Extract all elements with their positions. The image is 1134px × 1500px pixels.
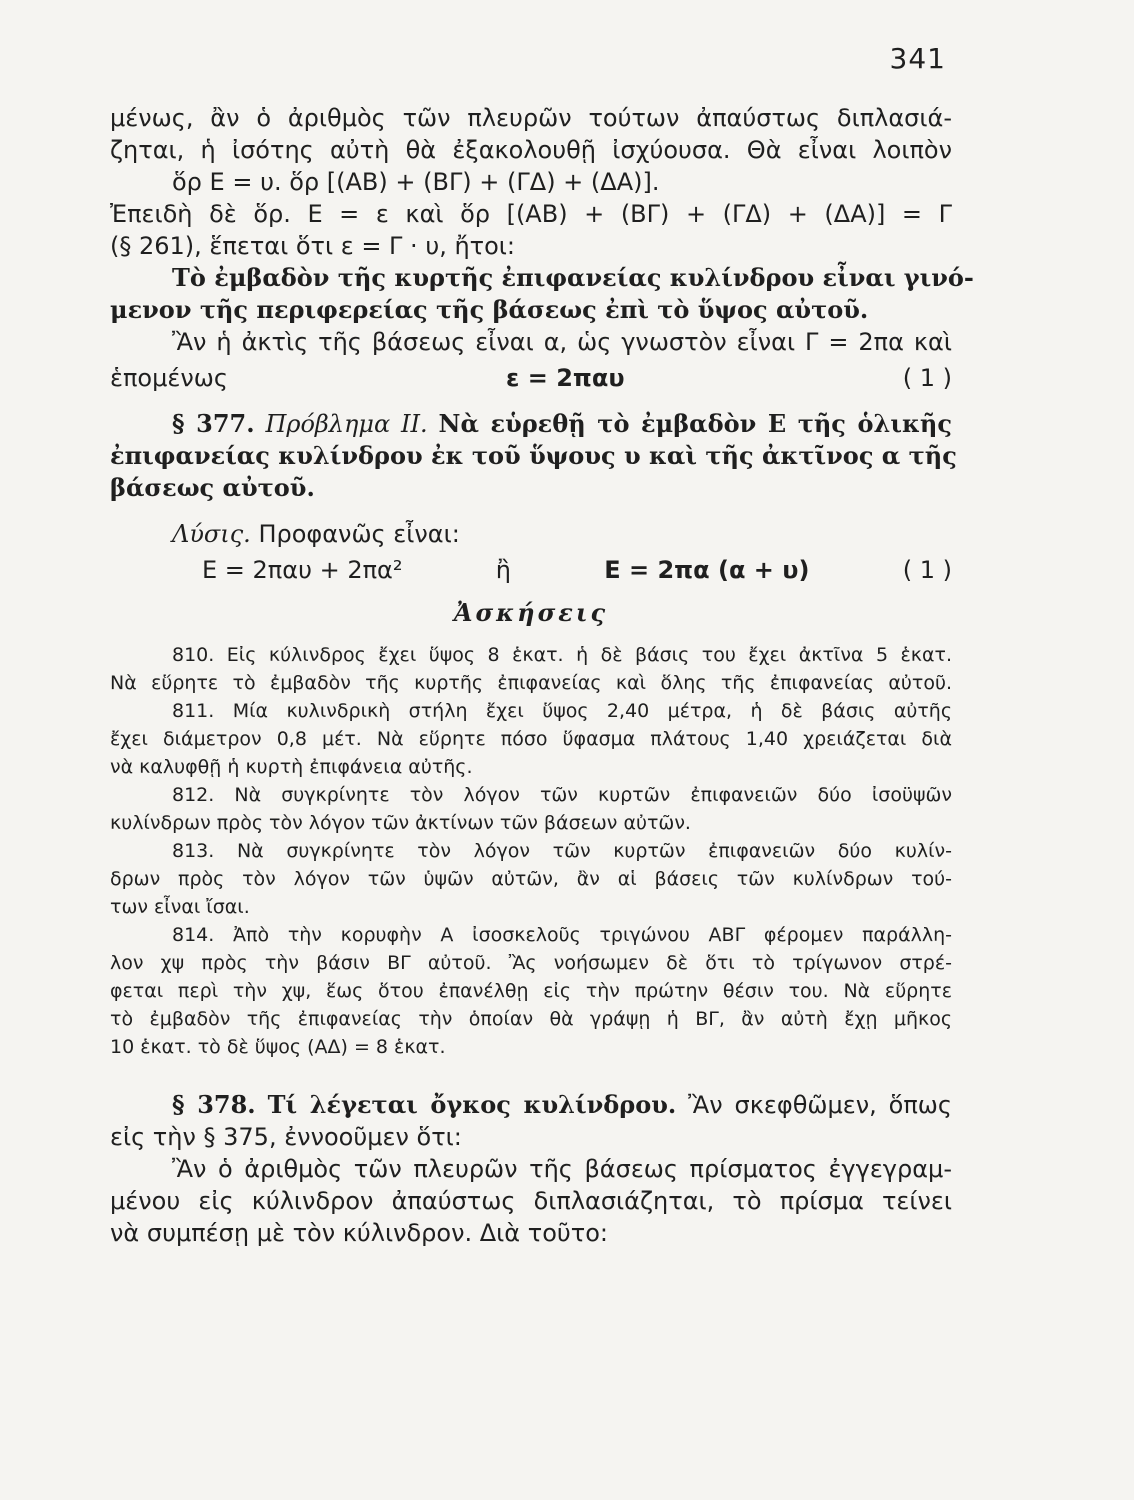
page-number: 341 bbox=[889, 42, 946, 75]
equation-1 bbox=[110, 362, 952, 394]
section-378-line-3: Ἂν ὁ ἀριθμὸς τῶν πλευρῶν τῆς βάσεως πρίσματος ἐγγεγραμ- bbox=[172, 1155, 952, 1183]
exercise-line: φεται περὶ τὴν χψ, ἕως ὅτου ἐπανέλθῃ εἰς τὴν πρώτην θέσιν του. Νὰ εὕρητε bbox=[110, 980, 952, 1002]
exercise-line: 10 ἑκατ. τὸ δὲ ὕψος (ΑΔ) = 8 ἑκατ. bbox=[110, 1036, 446, 1058]
exercises-block bbox=[110, 641, 952, 1061]
section-378-title: Τί λέγεται ὄγκος κυλίνδρου. bbox=[267, 1090, 677, 1119]
section-number: § 377. bbox=[172, 409, 255, 438]
theorem-line: Τὸ ἐμβαδὸν τῆς κυρτῆς ἐπιφανείας κυλίνδρου εἶναι γινό- bbox=[172, 263, 974, 292]
section-378-text: Ἂν σκεφθῶμεν, ὅπως bbox=[688, 1091, 952, 1119]
exercises-heading: Ἀσκήσεις bbox=[453, 598, 609, 627]
exercise-line: 812. Νὰ συγκρίνητε τὸν λόγον τῶν κυρτῶν ἐπιφανειῶν δύο ἰσοϋψῶν bbox=[172, 784, 952, 806]
exercise-line: 810. Εἰς κύλινδρος ἔχει ὕψος 8 ἑκατ. ἡ δὲ βάσις του ἔχει ἀκτῖνα 5 ἑκατ. bbox=[172, 644, 952, 666]
solution-text: Προφανῶς εἶναι: bbox=[258, 520, 460, 548]
exercise-line: τὸ ἐμβαδὸν τῆς ἐπιφανείας τὴν ὁποίαν θὰ γράψῃ ἡ ΒΓ, ἂν αὐτὴ ἔχῃ μῆκος bbox=[110, 1008, 952, 1030]
text-line: Ἐπειδὴ δὲ ὅρ. Ε = ε καὶ ὅρ [(ΑΒ) + (ΒΓ) + (ΓΔ) + (ΔΑ)] = Γ bbox=[110, 200, 952, 228]
equation-number: ( 1 ) bbox=[902, 364, 952, 392]
section-377-text: Νὰ εὑρεθῇ τὸ ἐμβαδὸν Ε τῆς ὁλικῆς bbox=[438, 409, 952, 438]
exercise-line: Νὰ εὕρητε τὸ ἐμβαδὸν τῆς κυρτῆς ἐπιφανείας καὶ ὅλης τῆς ἐπιφανείας αὐτοῦ. bbox=[110, 672, 952, 694]
solution-eq-or: ἢ bbox=[495, 556, 511, 584]
section-378-line-5: νὰ συμπέσῃ μὲ τὸν κύλινδρον. Διὰ τοῦτο: bbox=[110, 1219, 608, 1247]
solution-equation bbox=[110, 554, 952, 586]
exercise-line: των εἶναι ἴσαι. bbox=[110, 896, 250, 918]
section-377-line-2: ἐπιφανείας κυλίνδρου ἐκ τοῦ ὕψους υ καὶ τῆς ἀκτῖνος α τῆς bbox=[110, 441, 957, 470]
solution-eq-right: Ε = 2πα (α + υ) bbox=[604, 556, 810, 584]
section-378-line-2: εἰς τὴν § 375, ἐννοοῦμεν ὅτι: bbox=[110, 1123, 462, 1151]
section-378-line-4: μένου εἰς κύλινδρον ἀπαύστως διπλασιάζηται, τὸ πρίσμα τείνει bbox=[110, 1187, 952, 1215]
section-377-line-1 bbox=[110, 408, 952, 440]
exercise-line: 813. Νὰ συγκρίνητε τὸν λόγον τῶν κυρτῶν ἐπιφανειῶν δύο κυλίν- bbox=[172, 840, 952, 862]
page-content bbox=[110, 102, 974, 1249]
exercise-line: λον χψ πρὸς τὴν βάσιν ΒΓ αὐτοῦ. Ἂς νοήσωμεν δὲ ὅτι τὸ τρίγωνον στρέ- bbox=[110, 952, 952, 974]
problem-title: Πρόβλημα ΙΙ. bbox=[265, 410, 428, 438]
section-377-line-3: βάσεως αὐτοῦ. bbox=[110, 473, 315, 502]
exercise-line: ἔχει διάμετρον 0,8 μέτ. Νὰ εὕρητε πόσο ὕφασμα πλάτους 1,40 χρειάζεται διὰ bbox=[110, 728, 952, 750]
text-line: ζηται, ἡ ἰσότης αὐτὴ θὰ ἐξακολουθῇ ἰσχύουσα. Θὰ εἶναι λοιπὸν bbox=[110, 136, 952, 164]
text-line: ὅρ Ε = υ. ὅρ [(ΑΒ) + (ΒΓ) + (ΓΔ) + (ΔΑ)]. bbox=[172, 168, 660, 196]
solution-line bbox=[110, 518, 952, 550]
exercise-line: νὰ καλυφθῇ ἡ κυρτὴ ἐπιφάνεια αὐτῆς. bbox=[110, 756, 473, 778]
section-number: § 378. bbox=[172, 1090, 256, 1119]
equation-formula: ε = 2παυ bbox=[506, 364, 625, 392]
solution-label: Λύσις. bbox=[172, 520, 251, 548]
theorem-line: μενον τῆς περιφερείας τῆς βάσεως ἐπὶ τὸ ὕψος αὐτοῦ. bbox=[110, 295, 869, 324]
text-line: Ἂν ἡ ἀκτὶς τῆς βάσεως εἶναι α, ὡς γνωστὸν εἶναι Γ = 2πα καὶ bbox=[172, 328, 952, 356]
exercise-line: κυλίνδρων πρὸς τὸν λόγον τῶν ἀκτίνων τῶν βάσεων αὐτῶν. bbox=[110, 812, 691, 834]
solution-eq-left: Ε = 2παυ + 2πα² bbox=[202, 556, 403, 584]
exercise-line: δρων πρὸς τὸν λόγον τῶν ὑψῶν αὐτῶν, ἂν αἱ βάσεις τῶν κυλίνδρων τού- bbox=[110, 868, 952, 890]
exercise-line: 814. Ἀπὸ τὴν κορυφὴν Α ἰσοσκελοῦς τριγώνου ΑΒΓ φέρομεν παράλλη- bbox=[172, 924, 952, 946]
section-378-line-1 bbox=[110, 1089, 952, 1121]
equation-lead: ἑπομένως bbox=[110, 364, 228, 392]
solution-eq-number: ( 1 ) bbox=[902, 556, 952, 584]
text-line: μένως, ἂν ὁ ἀριθμὸς τῶν πλευρῶν τούτων ἀπαύστως διπλασιά- bbox=[110, 104, 952, 132]
exercise-line: 811. Μία κυλινδρικὴ στήλη ἔχει ὕψος 2,40 μέτρα, ἡ δὲ βάσις αὐτῆς bbox=[172, 700, 952, 722]
text-line: (§ 261), ἕπεται ὅτι ε = Γ · υ, ἤτοι: bbox=[110, 232, 516, 260]
